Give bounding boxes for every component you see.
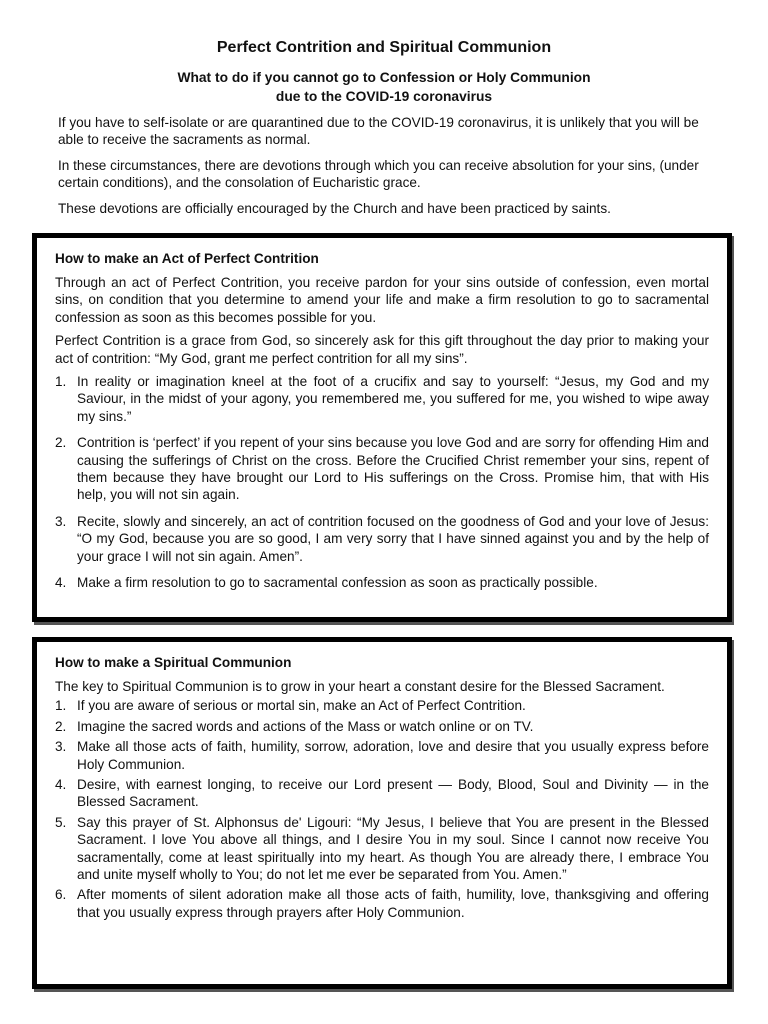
list-item (55, 697, 709, 714)
intro-paragraph: In these circumstances, there are devotions through which you can receive absolution for your sins, (under certain conditions), and the consolation of Eucharistic grace. (58, 157, 699, 191)
list-text: Make all those acts of faith, humility, sorrow, adoration, love and desire that you usually express before Holy Communion. (77, 739, 709, 772)
intro-paragraph: If you have to self-isolate or are quarantined due to the COVID-19 coronavirus, it is unlikely that you will be able to receive the sacraments as normal. (58, 115, 699, 148)
list-number: 4. (55, 777, 67, 793)
list-number: 5. (55, 814, 67, 830)
section-heading: How to make a Spiritual Communion (55, 655, 292, 670)
list-text: In reality or imagination kneel at the foot of a crucifix and say to yourself: “Jesus, my God and my Saviour, in the midst of your agony, you remembered me, you suffered for me, you wished to wipe away my sins.” (77, 374, 709, 424)
section-paragraph: Perfect Contrition is a grace from God, so sincerely ask for this gift throughout the day prior to making your act of contrition: “My God, grant me perfect contrition for all my sins”. (55, 333, 709, 366)
list-text: Contrition is ‘perfect’ if you repent of your sins because you love God and are sorry for offending Him and causing the sufferings of Christ on the cross. Before the Crucified Christ remember your sins, repent of them because they have brought our Lord to His sufferings on the Cross. Promise him, that with His help, you will not sin again. (77, 435, 709, 503)
list-number: 1. (55, 698, 67, 714)
list-text: Imagine the sacred words and actions of the Mass or watch online or on TV. (77, 718, 534, 734)
list-text: Desire, with earnest longing, to receive our Lord present — Body, Blood, Soul and Divinity — in the Blessed Sacrament. (77, 777, 709, 810)
list-text: Make a firm resolution to go to sacramental confession as soon as practically possible. (77, 575, 598, 591)
list-item (55, 718, 709, 735)
section-paragraph: The key to Spiritual Communion is to grow in your heart a constant desire for the Blessed Sacrament. (55, 679, 665, 694)
communion-steps (55, 697, 709, 921)
list-item (55, 574, 709, 591)
list-text: Recite, slowly and sincerely, an act of contrition focused on the goodness of God and your love of Jesus: “O my God, because you are so good, I am very sorry that I have sinned against you and by the help of your grace I will not sin again. Amen”. (77, 513, 709, 564)
spiritual-communion-box (32, 637, 732, 989)
section-paragraph: Through an act of Perfect Contrition, you receive pardon for your sins outside of confession, even mortal sins, on condition that you determine to amend your life and make a firm resolution to go to sacramental confession as soon as this becomes possible for you. (55, 275, 709, 325)
list-number: 2. (55, 435, 67, 451)
subtitle-line-2: due to the COVID-19 coronavirus (275, 89, 493, 104)
list-number: 1. (55, 374, 67, 390)
section-heading: How to make an Act of Perfect Contrition (55, 251, 319, 266)
list-number: 6. (55, 887, 67, 903)
perfect-contrition-box (32, 233, 732, 622)
list-number: 2. (55, 718, 67, 734)
list-item (55, 373, 709, 425)
list-item (55, 814, 709, 884)
list-number: 3. (55, 739, 67, 755)
list-item (55, 886, 709, 921)
list-number: 3. (55, 513, 67, 529)
list-item (55, 513, 709, 565)
intro-section (58, 114, 712, 225)
list-text: If you are aware of serious or mortal sin, make an Act of Perfect Contrition. (77, 698, 526, 714)
list-item (55, 738, 709, 773)
list-number: 4. (55, 575, 67, 591)
subtitle-line-1: What to do if you cannot go to Confession or Holy Communion (177, 70, 591, 85)
list-item (55, 434, 709, 504)
list-item (55, 776, 709, 811)
document-subtitle (0, 68, 768, 106)
list-text: Say this prayer of St. Alphonsus de' Ligouri: “My Jesus, I believe that You are present in the Blessed Sacrament. I love You above all things, and I desire You in my soul. Since I cannot now receive You sacramentally, come at least spiritually into my heart. As though You are already there, I embrace You and unite myself wholly to You; do not let me ever be separated from You. Amen.” (77, 814, 709, 883)
document-title: Perfect Contrition and Spiritual Communion (216, 39, 552, 56)
contrition-steps (55, 373, 709, 591)
list-text: After moments of silent adoration make all those acts of faith, humility, love, thanksgiving and offering that you usually express through prayers after Holy Communion. (77, 887, 709, 920)
intro-paragraph: These devotions are officially encouraged by the Church and have been practiced by saints. (58, 200, 611, 216)
